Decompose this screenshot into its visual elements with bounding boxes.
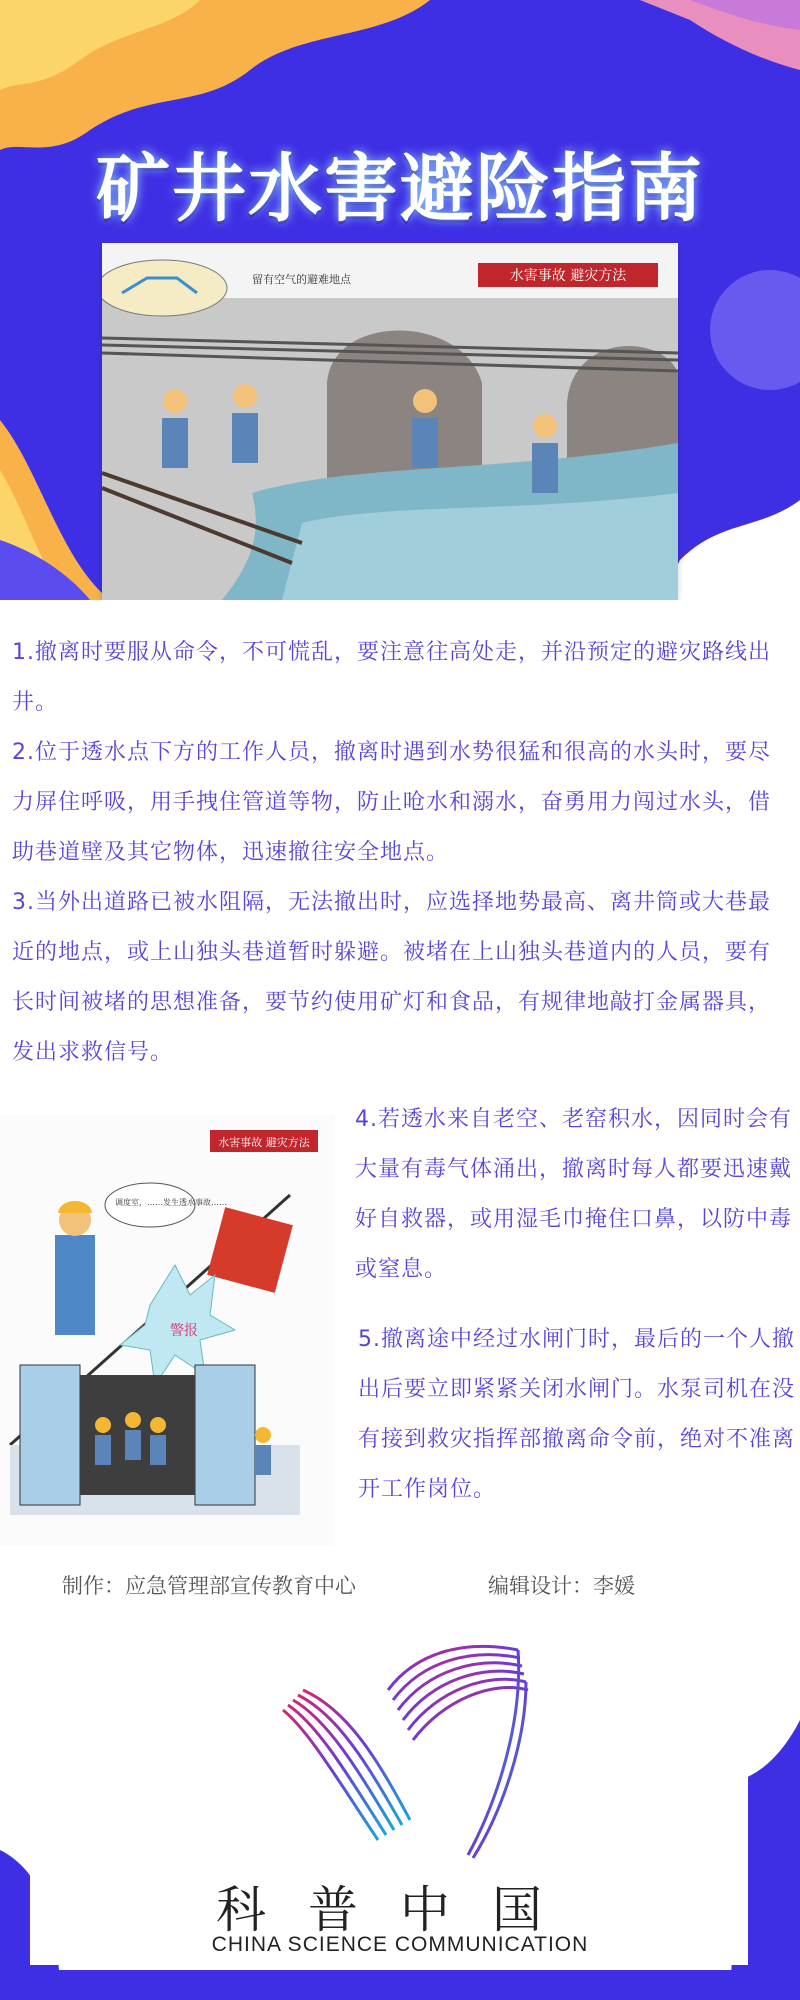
instruction-1: 1.撤离时要服从命令，不可慌乱，要注意往高处走，并沿预定的避灾路线出井。 — [12, 640, 771, 715]
instruction-4: 4.若透水来自老空、老窑积水，因同时会有大量有毒气体涌出，撤离时每人都要迅速戴好自救器，或用湿毛巾掩住口鼻，以防中毒或窒息。 — [355, 1107, 793, 1282]
instruction-5: 5.撤离途中经过水闸门时，最后的一个人撤出后要立即紧紧关闭水闸门。水泵司机在没有接到救灾指挥部撤离命令前，绝对不准离开工作岗位。 — [358, 1327, 796, 1502]
flood-escape-illustration — [102, 243, 678, 600]
logo-english-text: CHINA SCIENCE COMMUNICATION — [211, 1933, 589, 1956]
page-title: 矿井水害避险指南 — [96, 146, 704, 232]
hero-banner — [0, 0, 800, 600]
illustration-badge-text: 水害事故 避灾方法 — [509, 268, 627, 284]
illustration2-badge-text: 水害事故 避灾方法 — [218, 1136, 310, 1149]
editor-credit: 编辑设计：李媛 — [488, 1574, 635, 1598]
logo-chinese-text: 科普中国 — [216, 1881, 584, 1939]
illustration-note-text: 留有空气的避难地点 — [252, 273, 351, 286]
producer-credit: 制作：应急管理部宣传教育中心 — [62, 1574, 356, 1598]
science-logo-icon — [268, 1630, 538, 1865]
instruction-3: 3.当外出道路已被水阻隔，无法撤出时，应选择地势最高、离井筒或大巷最近的地点，或上山独头巷道暂时躲避。被堵在上山独头巷道内的人员，要有长时间被堵的思想准备，要节约使用矿灯和食品，有规律地敲打金属器具，发出求救信号。 — [12, 890, 772, 1065]
instruction-2: 2.位于透水点下方的工作人员，撤离时遇到水势很猛和很高的水头时，要尽力屏住呼吸，用手拽住管道等物，防止呛水和溺水，奋勇用力闯过水头，借助巷道壁及其它物体，迅速撤往安全地点。 — [12, 740, 772, 865]
illustration2-speech-text: 调度室，……发生透水事故…… — [115, 1198, 227, 1207]
instructions-block — [12, 628, 782, 1078]
alarm-escape-illustration — [0, 1115, 335, 1545]
alarm-tag-text: 警报 — [170, 1323, 198, 1339]
